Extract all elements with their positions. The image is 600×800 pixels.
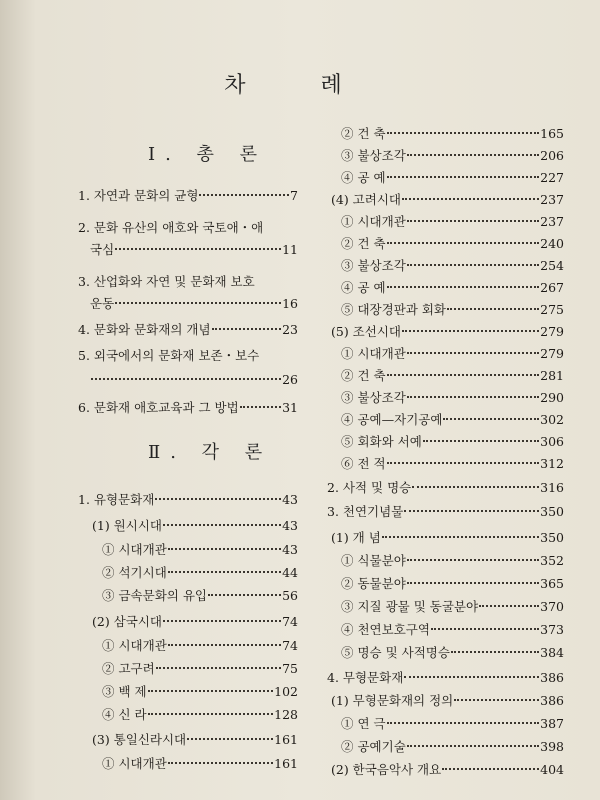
toc-entry-label: ② 동물분야 [341, 576, 406, 591]
toc-page-number: 306 [540, 434, 564, 449]
toc-entry-label: 국심 [90, 242, 115, 257]
toc-entry-label: ⑤ 대장경판과 회화 [341, 302, 446, 317]
toc-entry-label: ③ 불상조각 [341, 148, 406, 163]
toc-page-number: 267 [540, 280, 564, 295]
toc-leader-dots [115, 248, 281, 250]
toc-page-number: 11 [282, 242, 298, 257]
toc-page-number: 43 [282, 492, 298, 507]
toc-entry [341, 300, 564, 320]
toc-page-number: 237 [540, 192, 564, 207]
toc-page-number: 74 [282, 638, 298, 653]
toc-entry [341, 714, 564, 734]
toc-page-number: 275 [540, 302, 564, 317]
toc-entry-label: (1) 원시시대 [92, 518, 162, 533]
toc-entry-label: 4. 무형문화재 [327, 670, 404, 685]
toc-leader-dots [168, 762, 273, 764]
toc-leader-dots [454, 699, 539, 701]
toc-entry [341, 212, 564, 232]
toc-leader-dots [387, 286, 540, 288]
toc-page-number: 384 [540, 645, 564, 660]
toc-leader-dots [431, 628, 539, 630]
toc-entry-label: ③ 불상조각 [341, 258, 406, 273]
section-heading-specific: Ⅱ. 각 론 [148, 442, 273, 463]
toc-entry [341, 597, 564, 617]
toc-entry [92, 612, 298, 632]
toc-entry-label: ⑥ 전 적 [341, 456, 386, 471]
toc-entry-label: ④ 공 예 [341, 170, 386, 185]
toc-entry [341, 366, 564, 386]
toc-leader-dots [407, 154, 539, 156]
toc-leader-dots [115, 302, 281, 304]
toc-entry [341, 256, 564, 276]
toc-leader-dots [447, 308, 539, 310]
toc-entry [90, 294, 298, 314]
toc-entry [341, 344, 564, 364]
toc-entry-label: (4) 고려시대 [331, 192, 401, 207]
toc-leader-dots [402, 198, 539, 200]
toc-entry [331, 190, 564, 210]
toc-page-number: 370 [540, 599, 564, 614]
toc-entry [341, 551, 564, 571]
toc-page-number: 75 [282, 661, 298, 676]
toc-entry [341, 410, 564, 430]
toc-entry [341, 737, 564, 757]
toc-entry [331, 691, 564, 711]
toc-leader-dots [156, 667, 281, 669]
toc-leader-dots [212, 328, 282, 330]
toc-entry-label: ① 시대개관 [102, 542, 167, 557]
toc-leader-dots [168, 548, 281, 550]
toc-page-number: 281 [540, 368, 564, 383]
toc-leader-dots [387, 132, 540, 134]
toc-entry-label: ⑤ 회화와 서예 [341, 434, 422, 449]
toc-leader-dots [148, 713, 274, 715]
page-title: 차 례 [224, 73, 376, 98]
toc-page-number: 165 [540, 126, 564, 141]
toc-page-number: 350 [540, 504, 564, 519]
toc-page-number: 31 [282, 400, 298, 415]
toc-entry-label: 4. 문화와 문화재의 개념 [78, 322, 211, 337]
toc-entry-label: 5. 외국에서의 문화재 보존・보수 [78, 348, 260, 363]
toc-entry [90, 240, 298, 260]
toc-page-number: 44 [282, 565, 298, 580]
toc-entry [102, 659, 298, 679]
toc-leader-dots [91, 378, 281, 380]
toc-entry-label: ③ 백 제 [102, 684, 147, 699]
toc-page-number: 350 [540, 530, 564, 545]
toc-leader-dots [412, 486, 539, 488]
toc-page-number: 7 [290, 188, 298, 203]
toc-leader-dots [148, 690, 274, 692]
toc-entry [341, 146, 564, 166]
toc-entry-label: 3. 천연기념물 [327, 504, 404, 519]
toc-leader-dots [387, 722, 540, 724]
toc-page-number: 16 [282, 296, 298, 311]
toc-entry-label: ⑤ 명승 및 사적명승 [341, 645, 450, 660]
toc-page-number: 254 [540, 258, 564, 273]
toc-page-number: 386 [540, 670, 564, 685]
toc-page-number: 373 [540, 622, 564, 637]
toc-entry [78, 320, 298, 340]
toc-entry-label: ② 건 축 [341, 236, 386, 251]
toc-page-number: 161 [274, 756, 298, 771]
toc-page-number: 43 [282, 542, 298, 557]
toc-leader-dots [387, 242, 540, 244]
toc-leader-dots [240, 406, 281, 408]
toc-leader-dots [402, 330, 539, 332]
toc-entry [90, 370, 298, 390]
toc-leader-dots [168, 571, 281, 573]
toc-entry [327, 478, 564, 498]
toc-entry-label: ① 시대개관 [341, 214, 406, 229]
toc-entry [78, 186, 298, 206]
toc-page-number: 302 [540, 412, 564, 427]
toc-page-number: 279 [540, 324, 564, 339]
toc-entry [78, 346, 298, 366]
toc-leader-dots [407, 559, 539, 561]
toc-entry-label: ① 시대개관 [341, 346, 406, 361]
toc-entry-label: ④ 공 예 [341, 280, 386, 295]
toc-leader-dots [387, 374, 540, 376]
toc-page-number: 56 [282, 588, 298, 603]
toc-entry-label: ③ 지질 광물 및 동굴분야 [341, 599, 479, 614]
toc-entry-label: ① 시대개관 [102, 756, 167, 771]
toc-entry-label: ④ 신 라 [102, 707, 147, 722]
toc-entry-label: (3) 통일신라시대 [92, 732, 187, 747]
toc-entry-label: ② 석기시대 [102, 565, 167, 580]
toc-page-number: 26 [282, 372, 298, 387]
toc-entry [341, 278, 564, 298]
toc-page-number: 43 [282, 518, 298, 533]
toc-leader-dots [404, 676, 539, 678]
toc-leader-dots [387, 176, 540, 178]
toc-page-number: 316 [540, 480, 564, 495]
toc-leader-dots [155, 498, 281, 500]
toc-entry [341, 620, 564, 640]
toc-page-number: 312 [540, 456, 564, 471]
toc-entry-label: 3. 산업화와 자연 및 문화재 보호 [78, 274, 255, 289]
toc-leader-dots [443, 418, 539, 420]
toc-entry-label: ③ 불상조각 [341, 390, 406, 405]
toc-page-number: 161 [274, 732, 298, 747]
toc-entry-label: 6. 문화재 애호교육과 그 방법 [78, 400, 239, 415]
toc-entry-label: ② 건 축 [341, 368, 386, 383]
toc-entry [102, 540, 298, 560]
toc-page-number: 206 [540, 148, 564, 163]
toc-entry [102, 586, 298, 606]
toc-leader-dots [208, 594, 281, 596]
toc-entry [341, 454, 564, 474]
toc-leader-dots [407, 396, 539, 398]
toc-entry-label: ① 식물분야 [341, 553, 406, 568]
toc-entry [341, 643, 564, 663]
toc-entry-label: ② 공예기술 [341, 739, 406, 754]
toc-leader-dots [407, 220, 539, 222]
toc-entry-label: ② 고구려 [102, 661, 155, 676]
toc-leader-dots [442, 768, 539, 770]
toc-page-number: 398 [540, 739, 564, 754]
toc-entry [341, 388, 564, 408]
toc-leader-dots [451, 651, 539, 653]
toc-page-number: 386 [540, 693, 564, 708]
toc-leader-dots [199, 194, 289, 196]
toc-entry-label: ④ 천연보호구역 [341, 622, 430, 637]
toc-page-number: 365 [540, 576, 564, 591]
toc-entry [78, 218, 298, 238]
toc-entry-label: 2. 사적 및 명승 [327, 480, 412, 495]
toc-entry-label: ① 시대개관 [102, 638, 167, 653]
toc-page-number: 227 [540, 170, 564, 185]
toc-entry [341, 432, 564, 452]
toc-entry [327, 502, 564, 522]
toc-leader-dots [187, 738, 273, 740]
toc-entry-label: (1) 개 념 [331, 530, 381, 545]
toc-entry [78, 490, 298, 510]
toc-entry-label: 운동 [90, 296, 115, 311]
toc-page-number: 237 [540, 214, 564, 229]
toc-page-number: 279 [540, 346, 564, 361]
toc-leader-dots [407, 582, 539, 584]
toc-entry [331, 760, 564, 780]
toc-leader-dots [407, 352, 539, 354]
toc-entry-label: 2. 문화 유산의 애호와 국토애・애 [78, 220, 264, 235]
toc-entry [327, 668, 564, 688]
toc-entry [102, 705, 298, 725]
toc-entry-label: ④ 공예—자기공예 [341, 412, 443, 427]
toc-leader-dots [387, 462, 540, 464]
toc-entry-label: 1. 자연과 문화의 균형 [78, 188, 199, 203]
toc-entry-label: (1) 무형문화재의 정의 [331, 693, 454, 708]
toc-page-number: 404 [540, 762, 564, 777]
toc-leader-dots [163, 524, 281, 526]
toc-leader-dots [163, 620, 281, 622]
toc-entry [78, 398, 298, 418]
toc-entry-label: (5) 조선시대 [331, 324, 401, 339]
toc-entry-label: ③ 금속문화의 유입 [102, 588, 207, 603]
toc-entry [341, 234, 564, 254]
toc-leader-dots [407, 745, 539, 747]
toc-entry [341, 574, 564, 594]
toc-entry [341, 124, 564, 144]
toc-entry [92, 516, 298, 536]
toc-leader-dots [479, 605, 539, 607]
toc-page-number: 23 [282, 322, 298, 337]
toc-entry [102, 754, 298, 774]
toc-page-number: 128 [274, 707, 298, 722]
toc-entry [102, 563, 298, 583]
toc-entry-label: (2) 삼국시대 [92, 614, 162, 629]
toc-leader-dots [382, 536, 539, 538]
toc-entry-label: (2) 한국음악사 개요 [331, 762, 442, 777]
toc-entry [341, 168, 564, 188]
toc-entry-label: ② 건 축 [341, 126, 386, 141]
toc-entry-label: 1. 유형문화재 [78, 492, 155, 507]
toc-page-number: 387 [540, 716, 564, 731]
toc-page-number: 240 [540, 236, 564, 251]
toc-page-number: 74 [282, 614, 298, 629]
toc-leader-dots [404, 510, 539, 512]
toc-entry [92, 730, 298, 750]
toc-page-number: 102 [274, 684, 298, 699]
toc-entry [331, 528, 564, 548]
toc-page-number: 352 [540, 553, 564, 568]
toc-leader-dots [423, 440, 539, 442]
toc-entry-label: ① 연 극 [341, 716, 386, 731]
toc-leader-dots [407, 264, 539, 266]
toc-entry [102, 682, 298, 702]
section-heading-general: Ⅰ. 총 론 [148, 144, 268, 165]
toc-entry [331, 322, 564, 342]
toc-leader-dots [168, 644, 281, 646]
toc-page-number: 290 [540, 390, 564, 405]
toc-entry [102, 636, 298, 656]
toc-entry [78, 272, 298, 292]
